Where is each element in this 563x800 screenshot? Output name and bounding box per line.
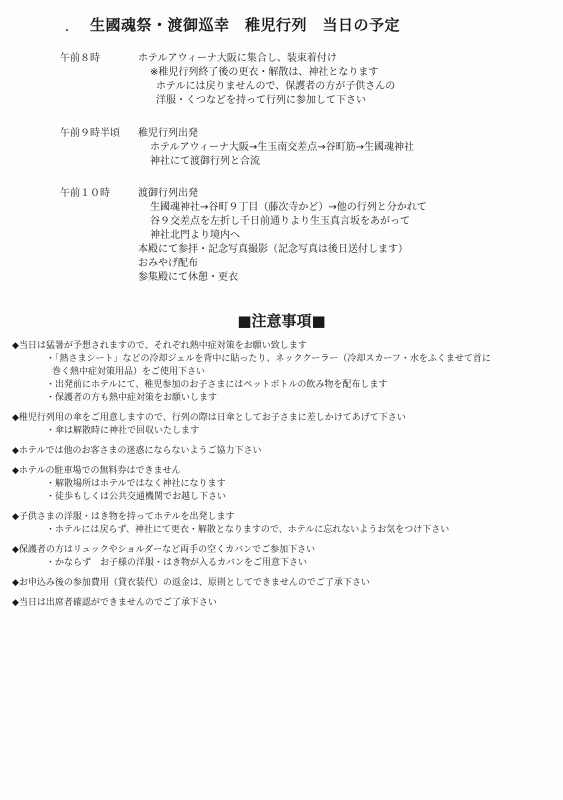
notes-heading: ■注意事項■ [237, 312, 326, 330]
note-sub: ・傘は解散時に神社で回収いたします [46, 426, 200, 436]
schedule-line: 神社にて渡御行列と合流 [150, 156, 260, 167]
note-sub: ・徒歩もしくは公共交通機関でお越し下さい [46, 492, 227, 502]
note-head: ◆当日は出席者確認ができませんのでご了承下さい [12, 598, 217, 608]
note-sub: 巻く熱中症対策用品）をご使用下さい [52, 367, 206, 377]
schedule [60, 52, 530, 285]
schedule-line: ※稚児行列終了後の更衣・解散は、神社となります [150, 67, 379, 78]
note-item [12, 577, 552, 590]
notes-list [12, 340, 552, 617]
schedule-item-0930 [60, 127, 530, 169]
note-sub: ・ホテルには戻らず、神社にて更衣・解散となりますので、ホテルに忘れないようお気をつけ下さい [46, 525, 450, 535]
bullet-dot: ・ [62, 26, 72, 37]
note-item [12, 445, 552, 458]
schedule-line: ホテルアウィーナ大阪→生玉南交差点→谷町筋→生國魂神社 [150, 142, 415, 153]
note-sub: ・保護者の方も熱中症対策をお願いします [46, 393, 218, 403]
note-item [12, 412, 552, 438]
note-sub: ・解散場所はホテルではなく神社になります [46, 479, 226, 489]
schedule-item-0800 [60, 52, 530, 108]
note-item [12, 597, 552, 610]
schedule-line: 神社北門より境内へ [150, 230, 240, 241]
page-title: 生國魂祭・渡御巡幸 稚児行列 当日の予定 [90, 16, 401, 34]
schedule-line: 本殿にて参拝・記念写真撮影（記念写真は後日送付します） [138, 244, 408, 255]
note-sub: ・かならず お子様の洋服・はき物が入るカバンをご用意下さい [46, 558, 308, 568]
schedule-time: 午前８時 [60, 53, 100, 64]
note-head: ◆子供さまの洋服・はき物を持ってホテルを出発します [12, 512, 235, 522]
schedule-line: 渡御行列出発 [138, 188, 198, 199]
schedule-line: ホテルには戻りませんので、保護者の方が子供さんの [156, 81, 396, 92]
note-head: ◆保護者の方はリュックやショルダーなど両手の空くカバンでご参加下さい [12, 545, 316, 555]
schedule-line: 参集殿にて休憩・更衣 [138, 272, 238, 283]
schedule-line: ホテルアウィーナ大阪に集合し、装束着付け [138, 53, 337, 64]
note-item [12, 465, 552, 504]
note-item [12, 340, 552, 405]
note-head: ◆稚児行列用の傘をご用意しますので、行列の際は日傘としてお子さまに差しかけてあげて下さい [12, 413, 406, 423]
note-head: ◆当日は猛暑が予想されますので、それぞれ熱中症対策をお願い致します [12, 341, 307, 351]
schedule-details [138, 52, 530, 108]
schedule-details [138, 187, 530, 285]
schedule-line: 生國魂神社→谷町９丁目（藤次寺かど）→他の行列と分かれて [150, 202, 427, 213]
note-head: ◆お申込み後の参加費用（貸衣装代）の返金は、原則としてできませんのでご了承下さい [12, 578, 370, 588]
schedule-line: 洋服・くつなどを持って行列に参加して下さい [156, 95, 366, 106]
schedule-details [138, 127, 530, 169]
schedule-time: 午前１０時 [60, 188, 110, 199]
note-item [12, 511, 552, 537]
note-head: ◆ホテルの駐車場での無料券はできません [12, 466, 181, 476]
schedule-line: おみやげ配布 [138, 258, 198, 269]
schedule-line: 谷９交差点を左折し千日前通りより生玉真言坂をあがって [150, 216, 410, 227]
schedule-item-1000 [60, 187, 530, 285]
note-head: ◆ホテルでは他のお客さまの迷惑にならないようご協力下さい [12, 446, 262, 456]
note-sub: ・「熱さまシート」などの冷却ジェルを背中に貼ったり、ネッククーラー（冷却スカーフ・水をふくませて首に [46, 354, 491, 364]
note-item [12, 544, 552, 570]
schedule-line: 稚児行列出発 [138, 128, 198, 139]
note-sub: ・出発前にホテルにて、稚児参加のお子さまにはペットボトルの飲み物を配布します [46, 380, 388, 390]
schedule-time: 午前９時半頃 [60, 128, 120, 139]
